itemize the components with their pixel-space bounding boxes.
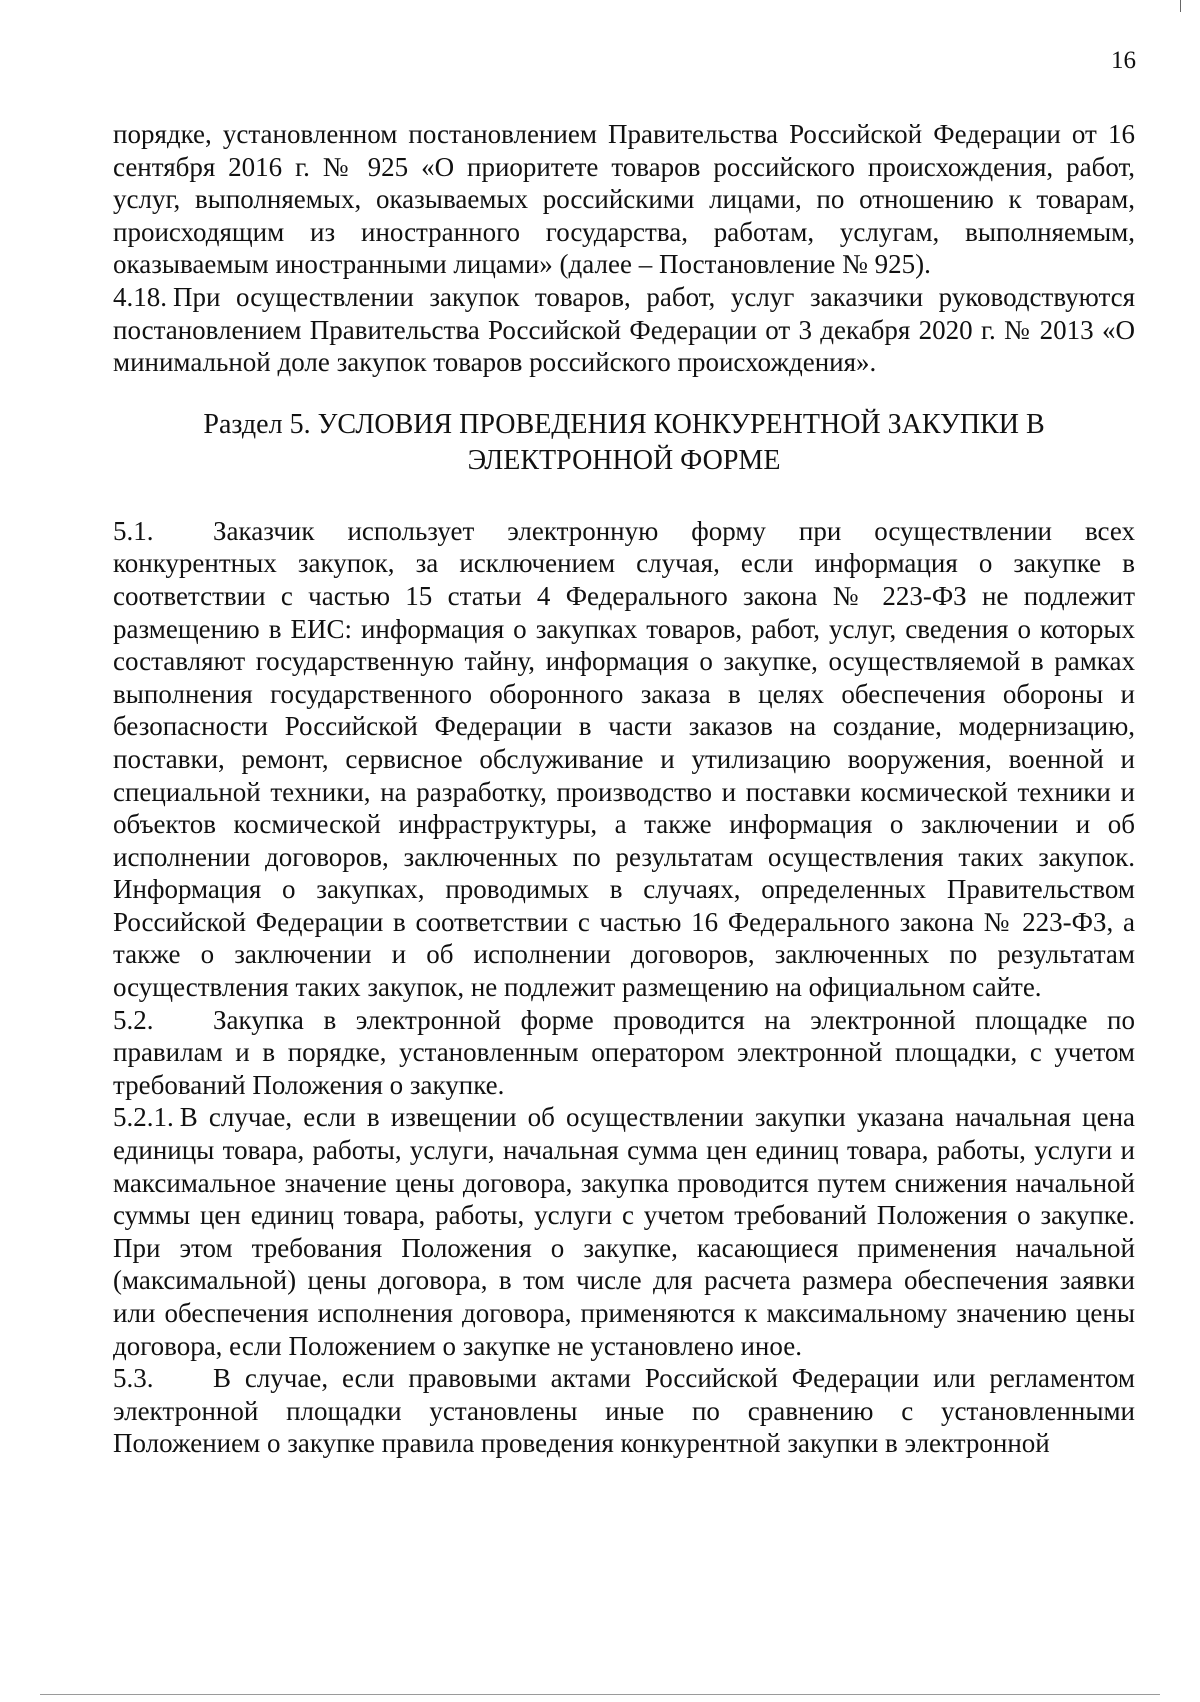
paragraph-text: Заказчик использует электронную форму при осуществлении всех конкурентных закупок, за исключением случая, если информация о закупке в соответствии с частью 15 статьи 4 Федерального закона № 223-ФЗ не подлежит размещению в ЕИС: информация о закупках товаров, работ, услуг, сведения о которых составляют государственную тайну, информация о закупке, осуществляемой в рамках выполнения государственного оборонного заказа в целях обеспечения обороны и безопасности Российской Федерации в части заказов на создание, модернизацию, поставки, ремонт, сервисное обслуживание и утилизацию вооружения, военной и специальной техники, на разработку, производство и поставки космической техники и объектов космической инфраструктуры, а также информация о заключении и об исполнении договоров, заключенных по результатам осуществления таких закупок. Информация о закупках, проводимых в случаях, определенных Правительством Российской Федерации в соответствии с частью 16 Федерального закона № 223-ФЗ, а также о заключении и об исполнении договоров, заключенных по результатам осуществления таких закупок, не подлежит размещению на официальном сайте.	[113, 515, 1135, 1003]
paragraph-5-2	[113, 1004, 1135, 1102]
paragraph-text: В случае, если в извещении об осуществлении закупки указана начальная цена единицы товара, работы, услуги, начальная сумма цен единиц товара, работы, услуги и максимальное значение цены договора, закупка проводится путем снижения начальной суммы цен единиц товара, работы, услуги с учетом требований Положения о закупке. При этом требования Положения о закупке, касающиеся применения начальной (максимальной) цены договора, в том числе для расчета размера обеспечения заявки или обеспечения исполнения договора, применяются к максимальному значению цены договора, если Положением о закупке не установлено иное.	[113, 1102, 1135, 1361]
paragraph-5-2-1	[113, 1101, 1135, 1362]
page-number: 16	[1111, 47, 1136, 74]
paragraph-5-1	[113, 515, 1135, 1004]
paragraph-number: 5.2.1.	[113, 1102, 174, 1133]
scan-edge-mark	[40, 1694, 1160, 1695]
paragraph-text: порядке, установленном постановлением Правительства Российской Федерации от 16 сентября 2016 г. № 925 «О приоритете товаров российского происхождения, работ, услуг, выполняемых, оказываемых российскими лицами, по отношению к товарам, происходящим из иностранного государства, работам, услугам, выполняемым, оказываемым иностранными лицами» (далее – Постановление № 925).	[113, 119, 1135, 280]
paragraph-number: 5.1.	[113, 515, 154, 546]
paragraph-number: 5.3.	[113, 1363, 154, 1394]
paragraph-continuation	[113, 118, 1135, 281]
paragraph-text: В случае, если правовыми актами Российской Федерации или регламентом электронной площадки установлены иные по сравнению с установленными Положением о закупке правила проведения конкурентной закупки в электронной	[113, 1363, 1135, 1459]
document-body	[113, 118, 1135, 1460]
paragraph-text: При осуществлении закупок товаров, работ, услуг заказчики руководствуются постановлением Правительства Российской Федерации от 3 декабря 2020 г. № 2013 «О минимальной доле закупок товаров российского происхождения».	[113, 281, 1135, 378]
paragraph-text: Закупка в электронной форме проводится на электронной площадке по правилам и в порядке, установленным оператором электронной площадки, с учетом требований Положения о закупке.	[113, 1004, 1135, 1100]
paragraph-5-3	[113, 1362, 1135, 1460]
paragraph-number: 4.18.	[113, 281, 167, 312]
section-heading-line-1: Раздел 5. УСЛОВИЯ ПРОВЕДЕНИЯ КОНКУРЕНТНОЙ ЗАКУПКИ В	[203, 408, 1045, 440]
section-heading-line-2: ЭЛЕКТРОННОЙ ФОРМЕ	[467, 444, 781, 476]
section-heading	[113, 407, 1135, 479]
paragraph-number: 5.2.	[113, 1004, 154, 1035]
paragraph-4-18	[113, 281, 1135, 379]
scan-edge-mark	[1180, 0, 1181, 12]
